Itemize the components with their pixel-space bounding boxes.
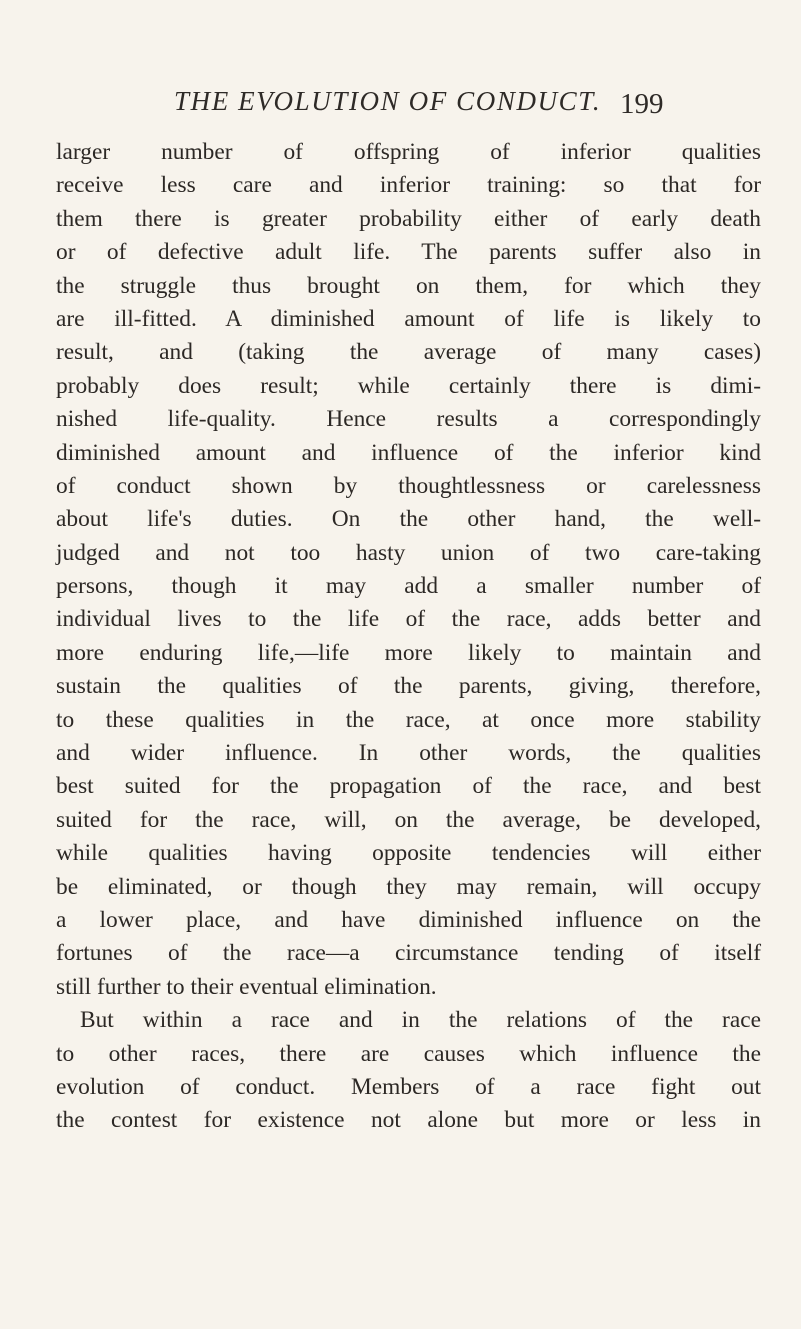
text-line: of conduct shown by thoughtlessness or carelessness bbox=[56, 472, 761, 499]
text-line: receive less care and inferior training: so that for bbox=[56, 172, 761, 199]
text-line: the contest for existence not alone but more or less in bbox=[56, 1107, 761, 1134]
text-line: to these qualities in the race, at once more stability bbox=[56, 706, 761, 733]
text-line: to other races, there are causes which influence the bbox=[56, 1040, 761, 1067]
text-line: nished life-quality. Hence results a correspondingly bbox=[56, 406, 761, 433]
text-line: fortunes of the race—a circumstance tending of itself bbox=[56, 940, 761, 967]
text-line: larger number of offspring of inferior qualities bbox=[56, 139, 761, 165]
text-line: evolution of conduct. Members of a race fight out bbox=[56, 1073, 761, 1100]
text-line: But within a race and in the relations of the race bbox=[80, 1007, 761, 1034]
text-line: best suited for the propagation of the race, and best bbox=[56, 773, 761, 800]
text-line: individual lives to the life of the race, adds better and bbox=[56, 606, 761, 633]
text-line: diminished amount and influence of the inferior kind bbox=[56, 439, 761, 466]
text-line: result, and (taking the average of many cases) bbox=[56, 339, 761, 366]
text-line: the struggle thus brought on them, for which they bbox=[56, 272, 761, 299]
text-line: more enduring life,—life more likely to maintain and bbox=[56, 639, 761, 666]
text-line: while qualities having opposite tendencies will either bbox=[56, 840, 761, 867]
page-number: 199 bbox=[620, 88, 664, 120]
text-line: and wider influence. In other words, the qualities bbox=[56, 740, 761, 767]
text-line: about life's duties. On the other hand, the well- bbox=[56, 506, 761, 533]
text-line: be eliminated, or though they may remain, will occupy bbox=[56, 873, 761, 900]
text-line: persons, though it may add a smaller number of bbox=[56, 573, 761, 600]
body-text bbox=[56, 136, 761, 1138]
running-title: THE EVOLUTION OF CONDUCT. bbox=[174, 86, 602, 116]
text-line: them there is greater probability either of early death bbox=[56, 205, 761, 232]
text-line: still further to their eventual elimination. bbox=[56, 973, 437, 1000]
text-line: sustain the qualities of the parents, giving, therefore, bbox=[56, 673, 761, 700]
text-line: are ill-fitted. A diminished amount of life is likely to bbox=[56, 305, 761, 332]
text-line: judged and not too hasty union of two care-taking bbox=[56, 539, 761, 566]
text-line: suited for the race, will, on the average, be developed, bbox=[56, 806, 761, 833]
text-line: a lower place, and have diminished influence on the bbox=[56, 906, 761, 933]
running-head bbox=[0, 86, 801, 126]
text-line: or of defective adult life. The parents suffer also in bbox=[56, 239, 761, 266]
text-line: probably does result; while certainly there is dimi- bbox=[56, 372, 761, 399]
